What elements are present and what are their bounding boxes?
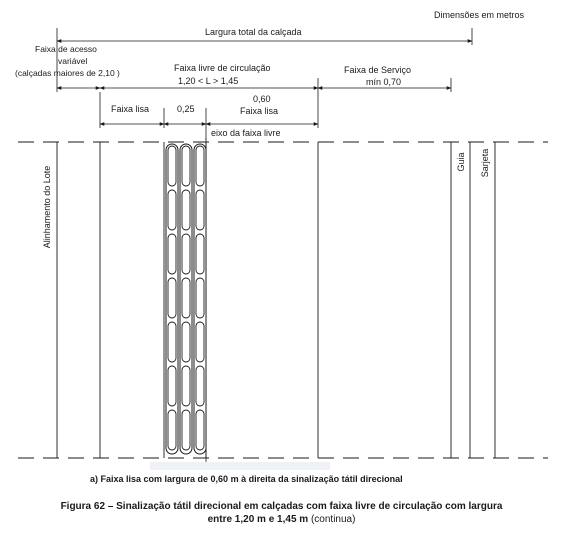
tactile-relief-bar	[168, 278, 176, 318]
smooth-strip-right-label: Faixa lisa	[240, 106, 279, 116]
tactile-relief-bar	[168, 146, 176, 186]
tactile-relief-bar	[182, 190, 190, 230]
tactile-relief-bar	[196, 278, 204, 318]
figure-caption	[0, 500, 563, 526]
tactile-relief-bar	[168, 366, 176, 406]
tactile-relief-bar	[168, 234, 176, 274]
strip-boundaries	[57, 142, 495, 458]
tactile-relief-bars	[168, 146, 204, 450]
smooth-strip-right-value: 0,60	[253, 94, 271, 104]
tactile-relief-bar	[168, 190, 176, 230]
extension-lines	[57, 28, 472, 140]
tactile-relief-bar	[196, 322, 204, 362]
tactile-relief-bar	[196, 190, 204, 230]
tactile-relief-bar	[182, 278, 190, 318]
tactile-relief-bar	[182, 410, 190, 450]
tactile-relief-bar	[182, 146, 190, 186]
tactile-relief-bar	[168, 322, 176, 362]
service-strip-min: mín 0,70	[366, 77, 402, 87]
total-width-label: Largura total da calçada	[205, 27, 302, 37]
lot-alignment-label: Alinhamento do Lote	[42, 165, 52, 249]
access-strip-label-line2: variável	[58, 56, 88, 66]
tactile-relief-bar	[196, 410, 204, 450]
tactile-relief-bar	[168, 410, 176, 450]
figure-caption-line1: Figura 62 – Sinalização tátil direcional em calçadas com faixa livre de circulação com largura	[60, 501, 503, 512]
tactile-relief-bar	[182, 366, 190, 406]
tactile-relief-bar	[182, 322, 190, 362]
service-strip-label: Faixa de Serviço	[344, 65, 412, 75]
tactile-relief-bar	[196, 234, 204, 274]
tactile-relief-bar	[182, 234, 190, 274]
dashed-section-lines	[18, 142, 548, 458]
gutter-label: Sarjeta	[480, 148, 490, 178]
sub-caption: a) Faixa lisa com largura de 0,60 m à direita da sinalização tátil direcional	[90, 474, 403, 484]
tactile-relief-bar	[196, 366, 204, 406]
figure-caption-line2-text: entre 1,20 m e 1,45 m	[207, 514, 309, 525]
tactile-relief-bar	[196, 146, 204, 186]
reflection-band	[150, 462, 330, 470]
free-strip-label: Faixa livre de circulação	[174, 63, 271, 73]
tactile-width-label: 0,25	[177, 104, 195, 114]
free-strip-range: 1,20 < L > 1,45	[178, 76, 239, 86]
units-note: Dimensões em metros	[434, 10, 525, 20]
free-strip-axis-label: eixo da faixa livre	[211, 128, 281, 138]
curb-label: Guia	[456, 152, 466, 172]
tactile-directional-tiles	[166, 144, 206, 454]
access-strip-label-line1: Faixa de acesso	[35, 44, 97, 54]
figure-caption-continua: (continua)	[310, 514, 356, 525]
access-strip-label-line3: (calçadas maiores de 2,10 )	[15, 68, 120, 78]
figure-caption-line2	[0, 513, 563, 526]
smooth-strip-left-label: Faixa lisa	[111, 104, 150, 114]
